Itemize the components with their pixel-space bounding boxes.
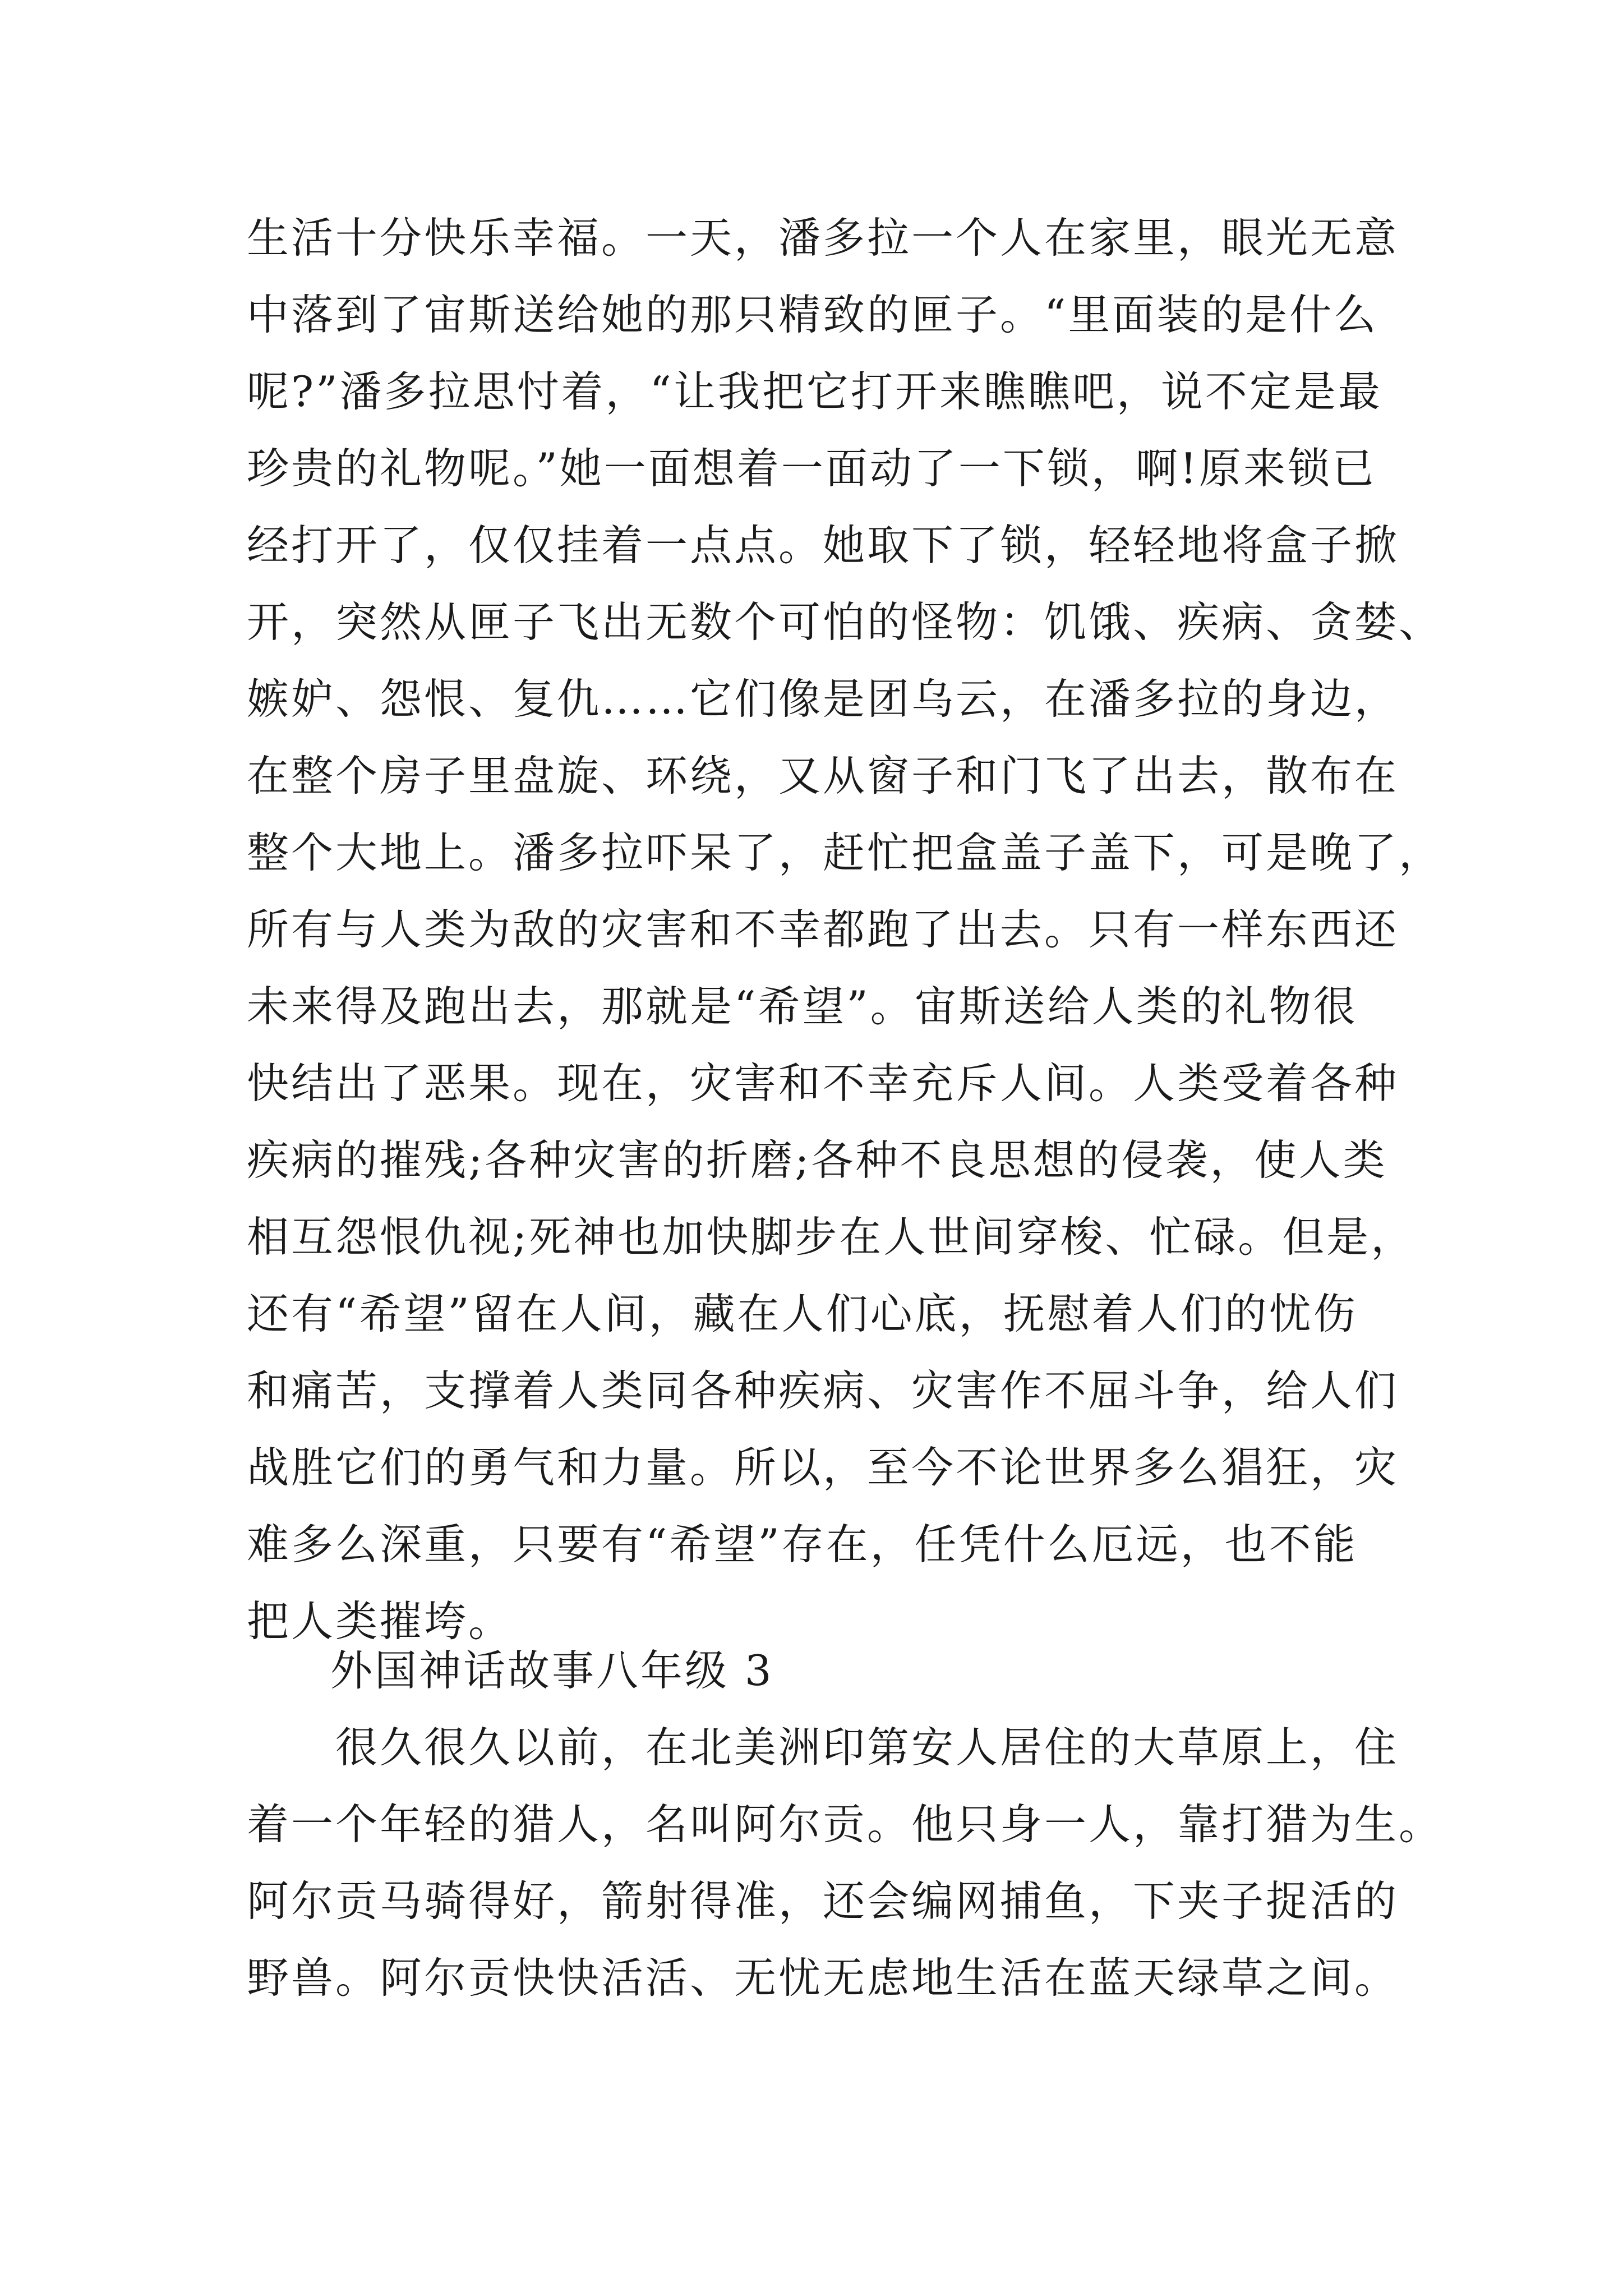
text-line: 经打开了，仅仅挂着一点点。她取下了锁，轻轻地将盒子掀: [247, 521, 1399, 570]
text-line: 难多么深重，只要有“希望”存在，任凭什么厄远，也不能: [247, 1520, 1358, 1569]
text-line: 相互怨恨仇视;死神也加快脚步在人世间穿梭、忙碌。但是，: [247, 1212, 1415, 1262]
text-line: 呢?”潘多拉思忖着，“让我把它打开来瞧瞧吧，说不定是最: [247, 367, 1382, 416]
text-line: 开，突然从匣子飞出无数个可怕的怪物：饥饿、疾病、贪婪、: [247, 597, 1444, 647]
text-line: 疾病的摧残;各种灾害的折磨;各种不良思想的侵袭，使人类: [247, 1135, 1387, 1185]
text-line: 中落到了宙斯送给她的那只精致的匣子。“里面装的是什么: [247, 290, 1378, 339]
text-line: 很久很久以前，在北美洲印第安人居住的大草原上，住: [247, 1723, 1399, 1772]
section-heading: 外国神话故事八年级 3: [330, 1646, 774, 1695]
text-line: 快结出了恶果。现在，灾害和不幸充斥人间。人类受着各种: [247, 1059, 1399, 1108]
text-line: 还有“希望”留在人间，藏在人们心底，抚慰着人们的忧伤: [247, 1289, 1358, 1338]
text-line: 嫉妒、怨恨、复仇……它们像是团乌云，在潘多拉的身边，: [247, 674, 1399, 724]
text-line: 所有与人类为敌的灾害和不幸都跑了出去。只有一样东西还: [247, 905, 1399, 954]
story-paragraph-2: [247, 1709, 1444, 2017]
text-line: 整个大地上。潘多拉吓呆了，赶忙把盒盖子盖下，可是晚了，: [247, 828, 1444, 877]
text-line: 和痛苦，支撑着人类同各种疾病、灾害作不屈斗争，给人们: [247, 1366, 1399, 1415]
text-line: 战胜它们的勇气和力量。所以，至今不论世界多么猖狂，灾: [247, 1443, 1399, 1492]
story-paragraph-1: [247, 200, 1444, 1660]
text-line: 着一个年轻的猎人，名叫阿尔贡。他只身一人，靠打猎为生。: [247, 1800, 1444, 1849]
text-line: 把人类摧垮。: [247, 1596, 513, 1646]
text-line: 野兽。阿尔贡快快活活、无忧无虑地生活在蓝天绿草之间。: [247, 1953, 1399, 2003]
text-line: 阿尔贡马骑得好，箭射得准，还会编网捕鱼，下夹子捉活的: [247, 1876, 1399, 1926]
text-line: 未来得及跑出去，那就是“希望”。宙斯送给人类的礼物很: [247, 982, 1358, 1031]
text-line: 生活十分快乐幸福。一天，潘多拉一个人在家里，眼光无意: [247, 213, 1399, 263]
text-line: 珍贵的礼物呢。”她一面想着一面动了一下锁，啊!原来锁已: [247, 444, 1376, 493]
text-line: 在整个房子里盘旋、环绕，又从窗子和门飞了出去，散布在: [247, 751, 1399, 800]
